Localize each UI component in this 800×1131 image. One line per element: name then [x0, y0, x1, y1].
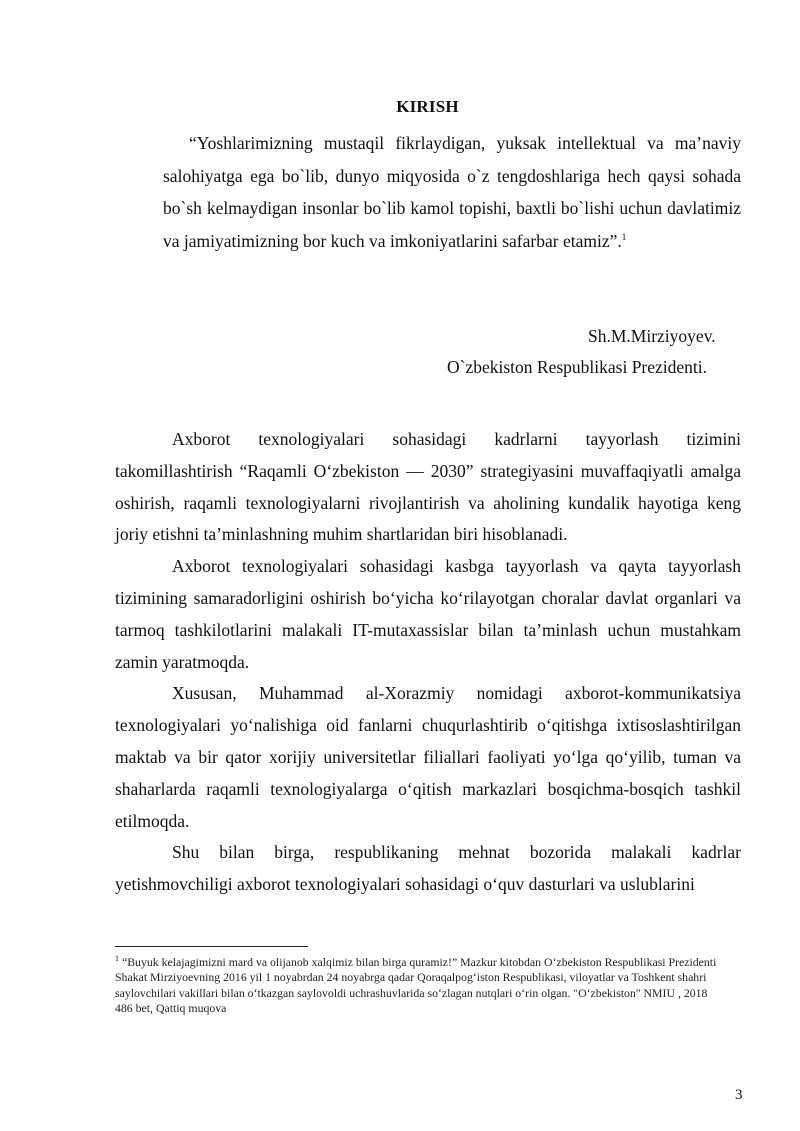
footnote-divider: [115, 946, 308, 947]
page-number: 3: [735, 1087, 743, 1103]
footnote-marker: 1: [115, 954, 119, 964]
epigraph-quote: [163, 127, 741, 257]
footnote-reference[interactable]: 1: [621, 231, 627, 242]
paragraph: Shu bilan birga, respublikaning mehnat bozorida malakali kadrlar yetishmovchiligi axborot texnologiyalari sohasidagi o‘quv dasturlari va uslublarini: [115, 842, 741, 895]
epigraph-quote-text: “Yoshlarimizning mustaqil fikrlaydigan, yuksak intellektual va ma’naviy salohiyatga ega bo`lib, dunyo miqyosida o`z tengdoshlariga hech qaysi sohada bo`sh kelmaydigan insonlar bo`lib kamol topishi, baxtli bo`lishi uchun davlatimiz va jamiyatimizning bor kuch va imkoniyatlarini safarbar etamiz”.: [163, 133, 741, 251]
epigraph-author: Sh.M.Mirziyoyev.: [588, 326, 716, 346]
footnote-extra: 486 bet, Qattiq muqova: [115, 1001, 227, 1016]
body-text: [115, 424, 741, 901]
paragraph: Axborot texnologiyalari sohasidagi kasbga tayyorlash va qayta tayyorlash tizimining samaradorligini oshirish bo‘yicha ko‘rilayotgan choralar davlat organlari va tarmoq tashkilotlarini malakali IT-mutaxassislar bilan ta’minlash uchun mustahkam zamin yaratmoqda.: [115, 556, 741, 672]
section-heading: KIRISH: [396, 97, 459, 116]
paragraph: Xususan, Muhammad al-Xorazmiy nomidagi axborot-kommunikatsiya texnologiyalari yo‘nalishiga oid fanlarni chuqurlashtirib o‘qitishga ixtisoslashtirilgan maktab va bir qator xorijiy universitetlar filiallari faoliyati yo‘lga qo‘yilib, tuman va shaharlarda raqamli texnologiyalarga o‘qitish markazlari bosqichma-bosqich tashkil etilmoqda.: [115, 683, 741, 831]
footnote-text: “Buyuk kelajagimizni mard va olijanob xalqimiz bilan birga quramiz!” Mazkur kitobdan O‘zbekiston Respublikasi Prezidenti Shakat Mirziyoevning 2016 yil 1 noyabrdan 24 noyabrga qadar Qoraqalpog‘iston Respublikasi, viloyatlar va Toshkent shahri saylovchilari vakillari bilan o‘tkazgan saylovoldi uchrashuvlarida so‘zlagan nutqlari o‘rin olgan. "O‘zbekiston" NMIU , 2018: [115, 955, 717, 1000]
paragraph: Axborot texnologiyalari sohasidagi kadrlarni tayyorlash tizimini takomillashtirish “Raqamli O‘zbekiston — 2030” strategiyasini muvaffaqiyatli amalga oshirish, raqamli texnologiyalarni rivojlantirish va aholining kundalik hayotiga keng joriy etishni ta’minlashning muhim shartlaridan biri hisoblanadi.: [115, 429, 741, 545]
epigraph-author-title: O`zbekiston Respublikasi Prezidenti.: [447, 357, 708, 377]
footnote: [115, 955, 741, 1017]
